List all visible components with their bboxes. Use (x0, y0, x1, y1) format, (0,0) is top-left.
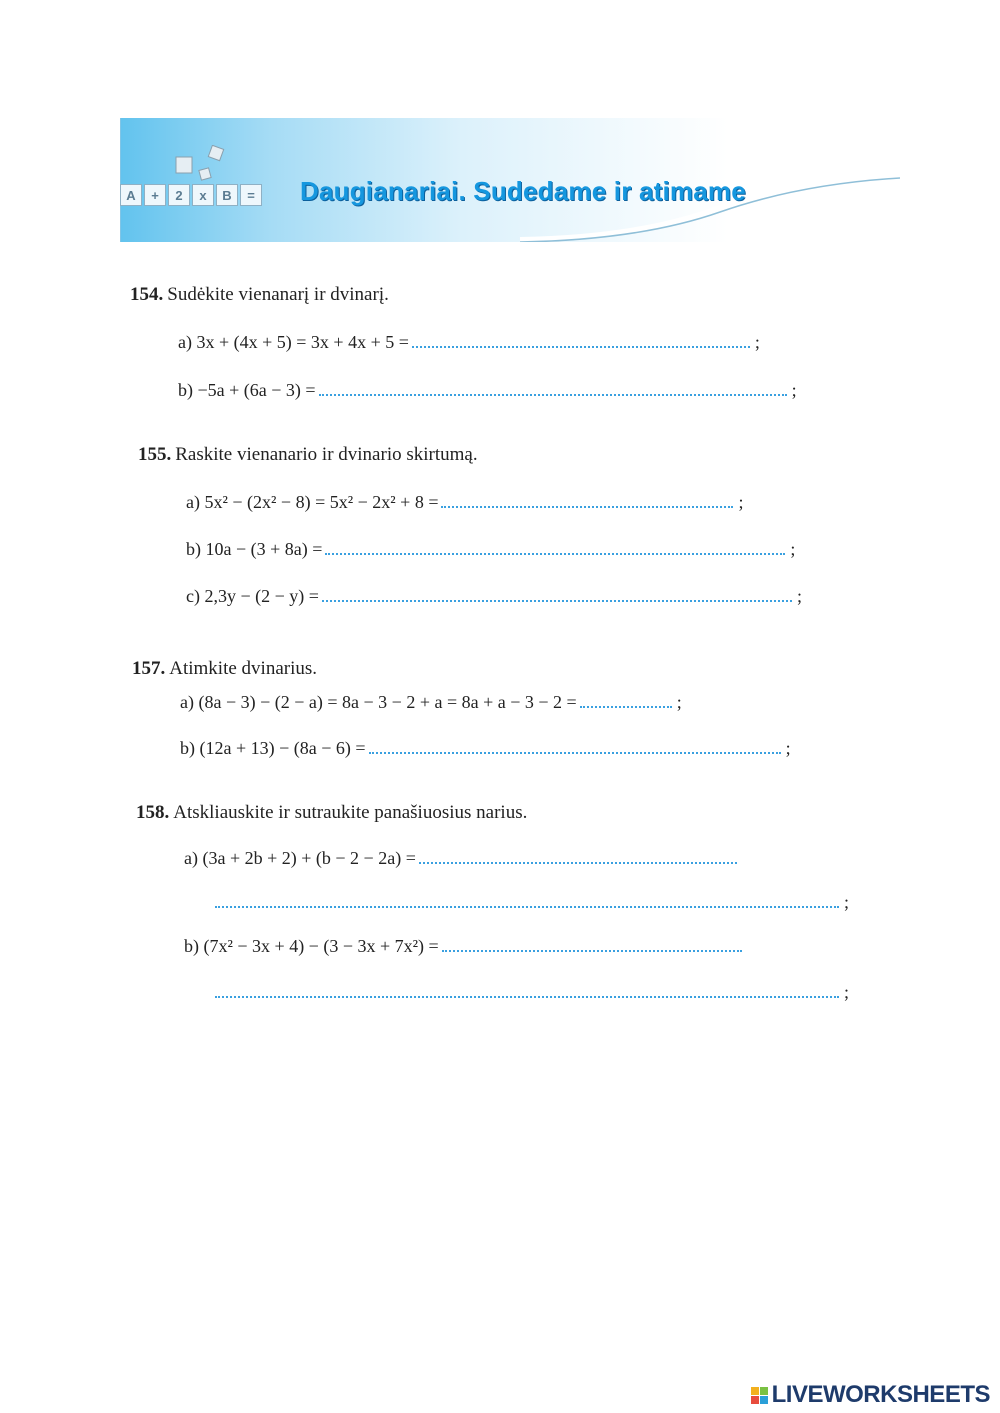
problem-158b-line (184, 936, 745, 957)
answer-blank-158b-1[interactable] (442, 938, 742, 952)
problem-instruction: Raskite vienanario ir dvinario skirtumą. (175, 444, 478, 465)
problem-158b-continuation (212, 982, 849, 1003)
answer-blank-155b[interactable] (325, 541, 785, 555)
problem-158a-continuation (212, 892, 849, 913)
semicolon: ; (844, 892, 850, 912)
problem-number: 155. (138, 444, 172, 465)
expression: a) (3a + 2b + 2) + (b − 2 − 2a) = (184, 848, 416, 868)
problem-154a-line (178, 332, 760, 353)
problem-158-title (136, 802, 527, 824)
problem-number: 157. (132, 658, 166, 679)
problem-157b-line (180, 738, 791, 759)
answer-blank-155a[interactable] (441, 494, 733, 508)
problem-155-title (138, 444, 478, 466)
answer-blank-158b-2[interactable] (215, 984, 839, 998)
problem-154b-line (178, 380, 797, 401)
answer-blank-157b[interactable] (369, 740, 781, 754)
expression: a) (8a − 3) − (2 − a) = 8a − 3 − 2 + a = 8a + a − 3 − 2 = (180, 692, 577, 712)
page-title: Daugianariai. Sudedame ir atimame (300, 176, 746, 206)
problem-157-title (132, 658, 317, 680)
answer-blank-158a-2[interactable] (215, 894, 839, 908)
semicolon: ; (738, 492, 744, 512)
footer-brand (751, 1381, 990, 1409)
expression: b) −5a + (6a − 3) = (178, 380, 316, 400)
expression: a) 3x + (4x + 5) = 3x + 4x + 5 = (178, 332, 409, 352)
brand-logo-icon (751, 1387, 768, 1404)
expression: b) (7x² − 3x + 4) − (3 − 3x + 7x²) = (184, 936, 439, 956)
expression: c) 2,3y − (2 − y) = (186, 586, 319, 606)
semicolon: ; (676, 692, 682, 712)
answer-blank-155c[interactable] (322, 588, 792, 602)
problem-154-title (130, 284, 389, 306)
letter-block: 2 (168, 184, 190, 206)
semicolon: ; (796, 586, 802, 606)
answer-blank-154b[interactable] (319, 382, 787, 396)
letter-blocks (120, 184, 262, 206)
semicolon: ; (790, 539, 796, 559)
letter-block: B (216, 184, 238, 206)
expression: b) 10a − (3 + 8a) = (186, 539, 323, 559)
problem-157a-line (180, 692, 682, 713)
problem-158a-line (184, 848, 740, 869)
letter-block: A (120, 184, 142, 206)
problem-155b-line (186, 539, 795, 560)
letter-block: + (144, 184, 166, 206)
brand-name: LIVEWORKSHEETS (771, 1381, 990, 1408)
semicolon: ; (844, 982, 850, 1002)
problem-155a-line (186, 492, 743, 513)
problem-number: 158. (136, 802, 170, 823)
problem-instruction: Atimkite dvinarius. (169, 658, 318, 679)
problem-instruction: Sudėkite vienanarį ir dvinarį. (167, 284, 389, 305)
answer-blank-154a[interactable] (412, 334, 750, 348)
answer-blank-158a-1[interactable] (419, 850, 737, 864)
semicolon: ; (791, 380, 797, 400)
semicolon: ; (785, 738, 791, 758)
problem-instruction: Atskliauskite ir sutraukite panašiuosius narius. (173, 802, 528, 823)
dice-cubes-icon (170, 145, 240, 185)
answer-blank-157a[interactable] (580, 694, 672, 708)
expression: b) (12a + 13) − (8a − 6) = (180, 738, 366, 758)
problem-number: 154. (130, 284, 164, 305)
semicolon: ; (754, 332, 760, 352)
expression: a) 5x² − (2x² − 8) = 5x² − 2x² + 8 = (186, 492, 439, 512)
letter-block: = (240, 184, 262, 206)
letter-block: x (192, 184, 214, 206)
problem-155c-line (186, 586, 802, 607)
